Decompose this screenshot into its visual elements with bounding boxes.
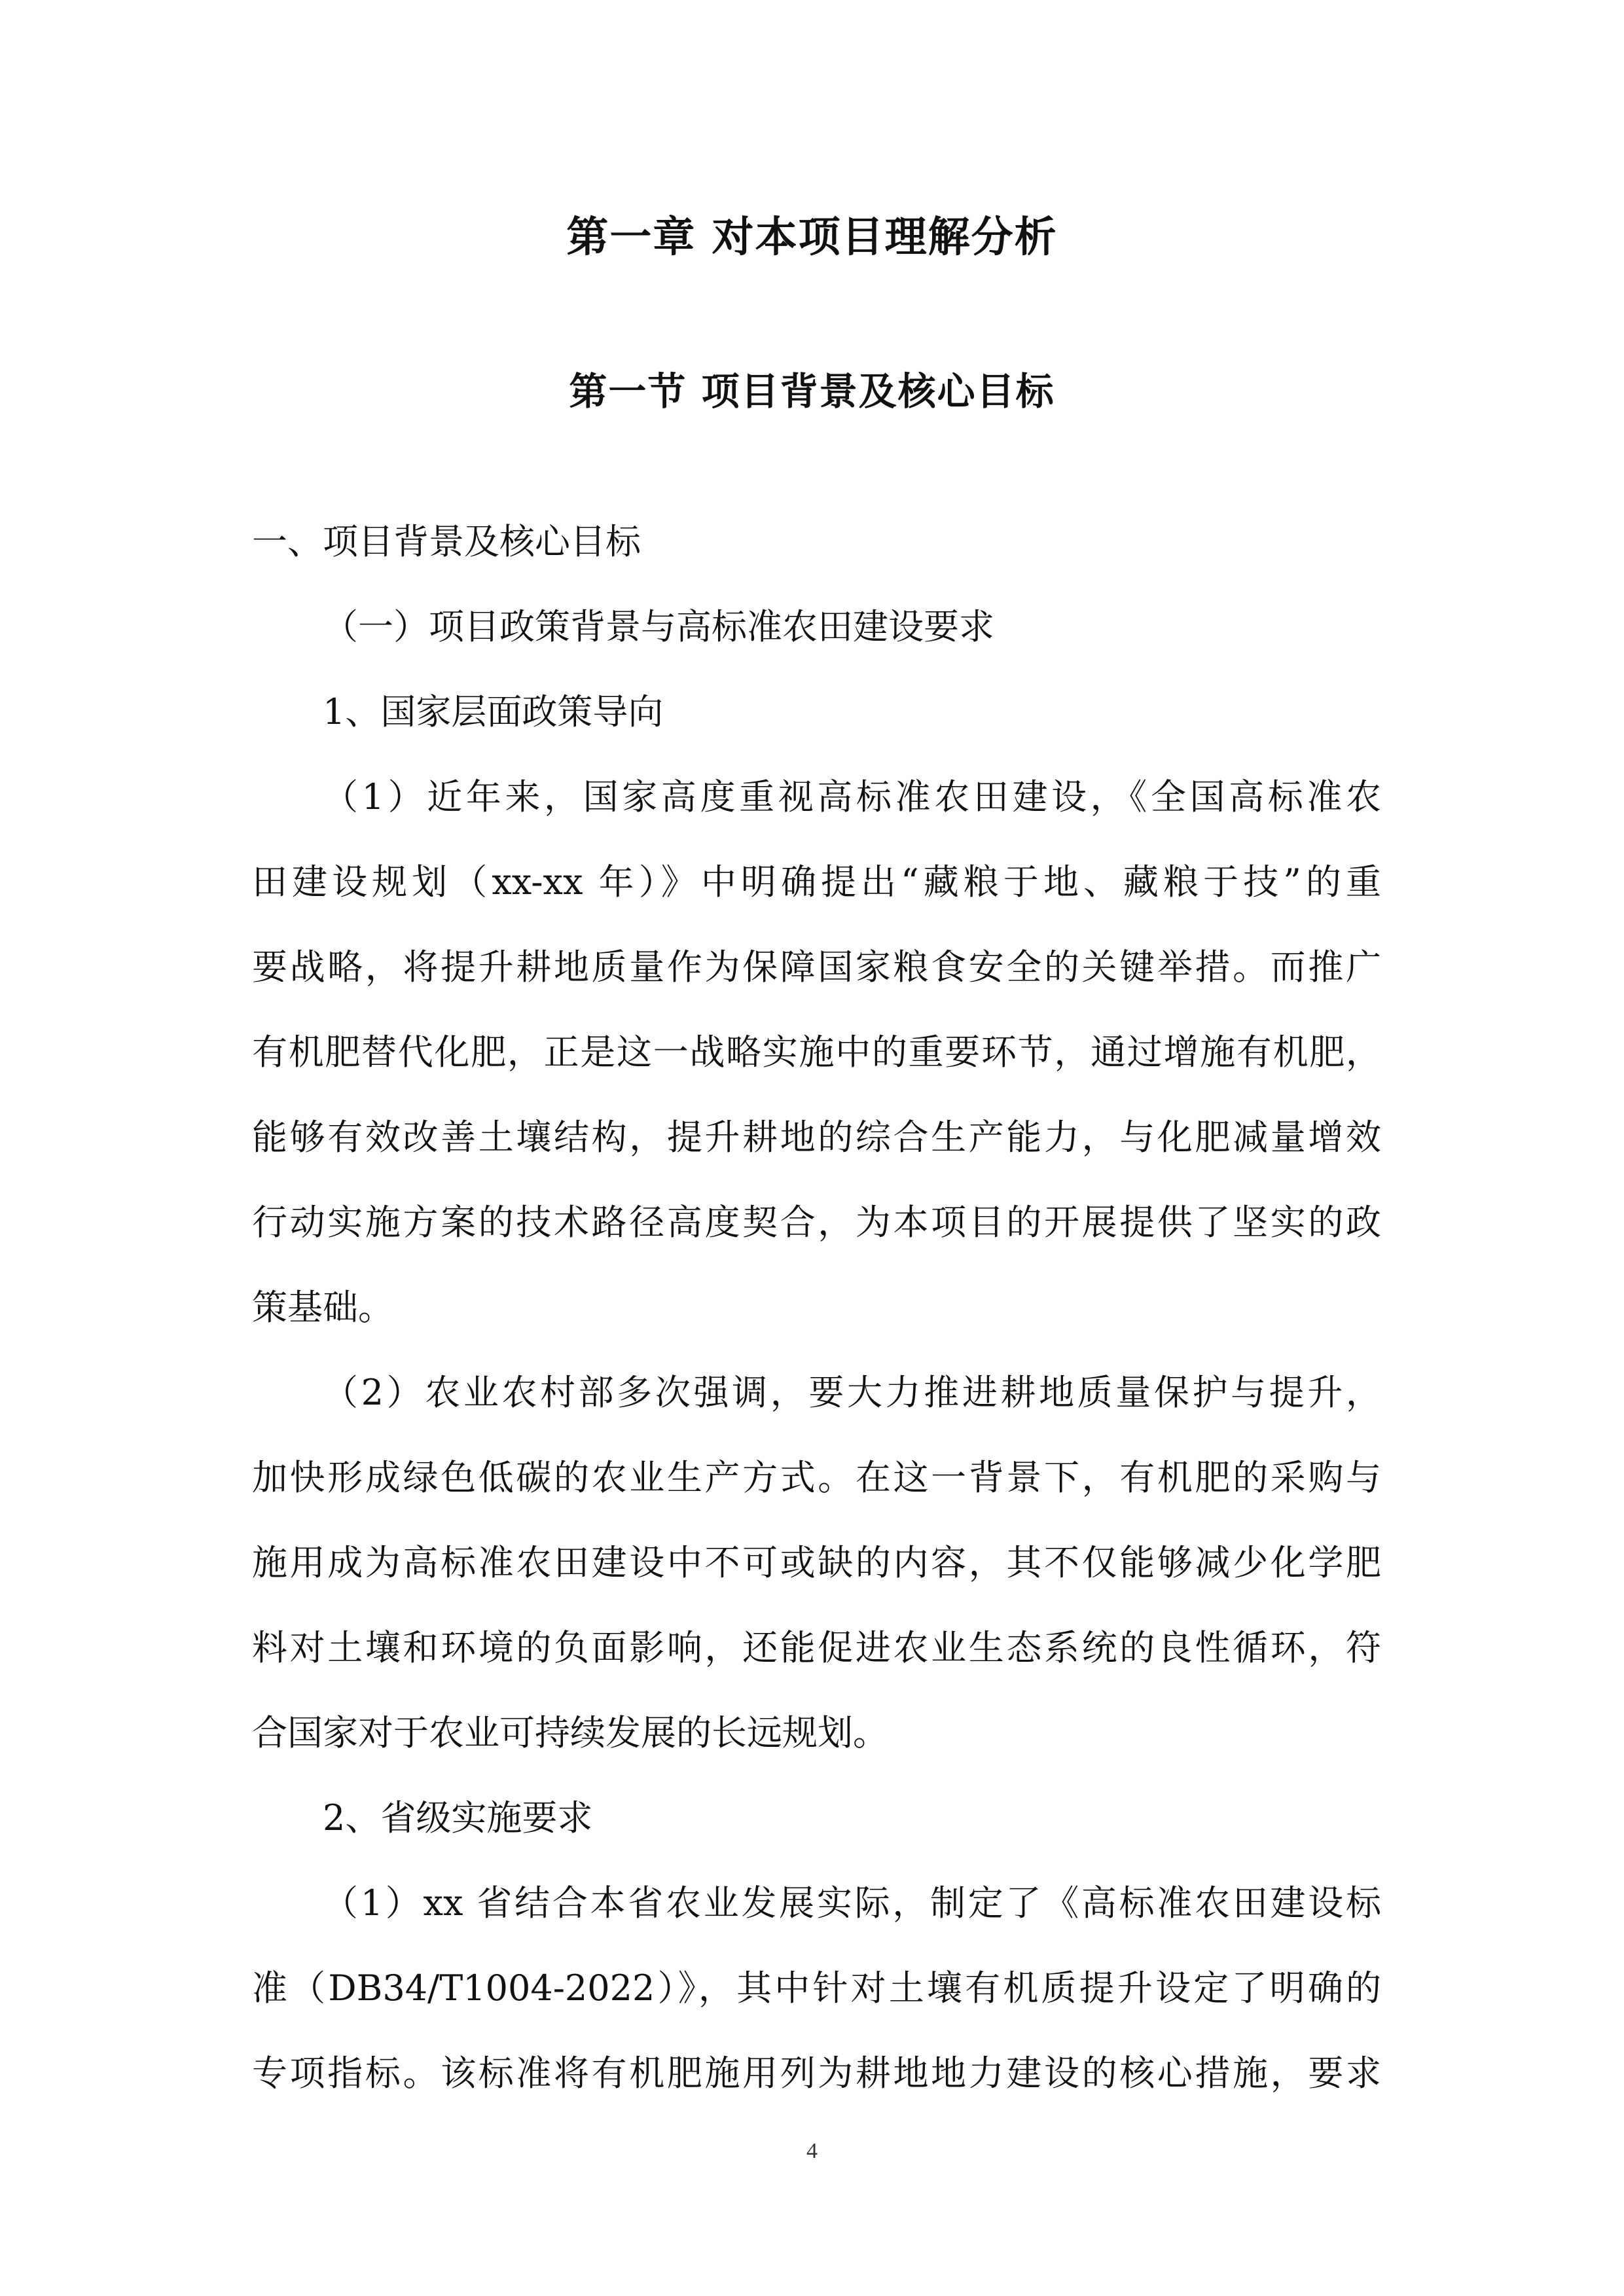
heading-level-1: 一、项目背景及核心目标 [252, 521, 641, 562]
chapter-title: 第一章 对本项目理解分析 [566, 213, 1058, 262]
paragraph-2-line: 料对土壤和环境的负面影响，还能促进农业生态系统的良性循环，符 [252, 1627, 1381, 1668]
paragraph-1-line: 田建设规划（xx-xx 年）》中明确提出“藏粮于地、藏粮于技”的重 [252, 861, 1381, 903]
paragraph-3-line: （1）xx 省结合本省农业发展实际，制定了《高标准农田建设标 [323, 1882, 1381, 1924]
page-number: 4 [806, 2139, 818, 2163]
heading-provincial-requirements: 2、省级实施要求 [323, 1797, 593, 1839]
paragraph-3-line: 准（DB34/T1004-2022）》，其中针对土壤有机质提升设定了明确的 [252, 1967, 1381, 2009]
heading-level-2: （一）项目政策背景与高标准农田建设要求 [323, 606, 994, 647]
paragraph-1-line: （1）近年来，国家高度重视高标准农田建设，《全国高标准农 [323, 776, 1381, 817]
heading-national-policy: 1、国家层面政策导向 [323, 691, 664, 732]
paragraph-1-line: 策基础。 [252, 1287, 393, 1328]
paragraph-2-line: 加快形成绿色低碳的农业生产方式。在这一背景下，有机肥的采购与 [252, 1457, 1381, 1498]
paragraph-2-line: （2）农业农村部多次强调，要大力推进耕地质量保护与提升， [323, 1372, 1381, 1413]
paragraph-2-line: 施用成为高标准农田建设中不可或缺的内容，其不仅能够减少化学肥 [252, 1542, 1381, 1583]
paragraph-1-line: 能够有效改善土壤结构，提升耕地的综合生产能力，与化肥减量增效 [252, 1117, 1381, 1158]
paragraph-1-line: 有机肥替代化肥，正是这一战略实施中的重要环节，通过增施有机肥， [252, 1031, 1381, 1073]
paragraph-1-line: 行动实施方案的技术路径高度契合，为本项目的开展提供了坚实的政 [252, 1202, 1381, 1243]
paragraph-1-line: 要战略，将提升耕地质量作为保障国家粮食安全的关键举措。而推广 [252, 946, 1381, 988]
paragraph-2-line: 合国家对于农业可持续发展的长远规划。 [252, 1712, 888, 1753]
paragraph-3-line: 专项指标。该标准将有机肥施用列为耕地地力建设的核心措施，要求 [252, 2053, 1381, 2094]
section-title: 第一节 项目背景及核心目标 [569, 369, 1055, 414]
